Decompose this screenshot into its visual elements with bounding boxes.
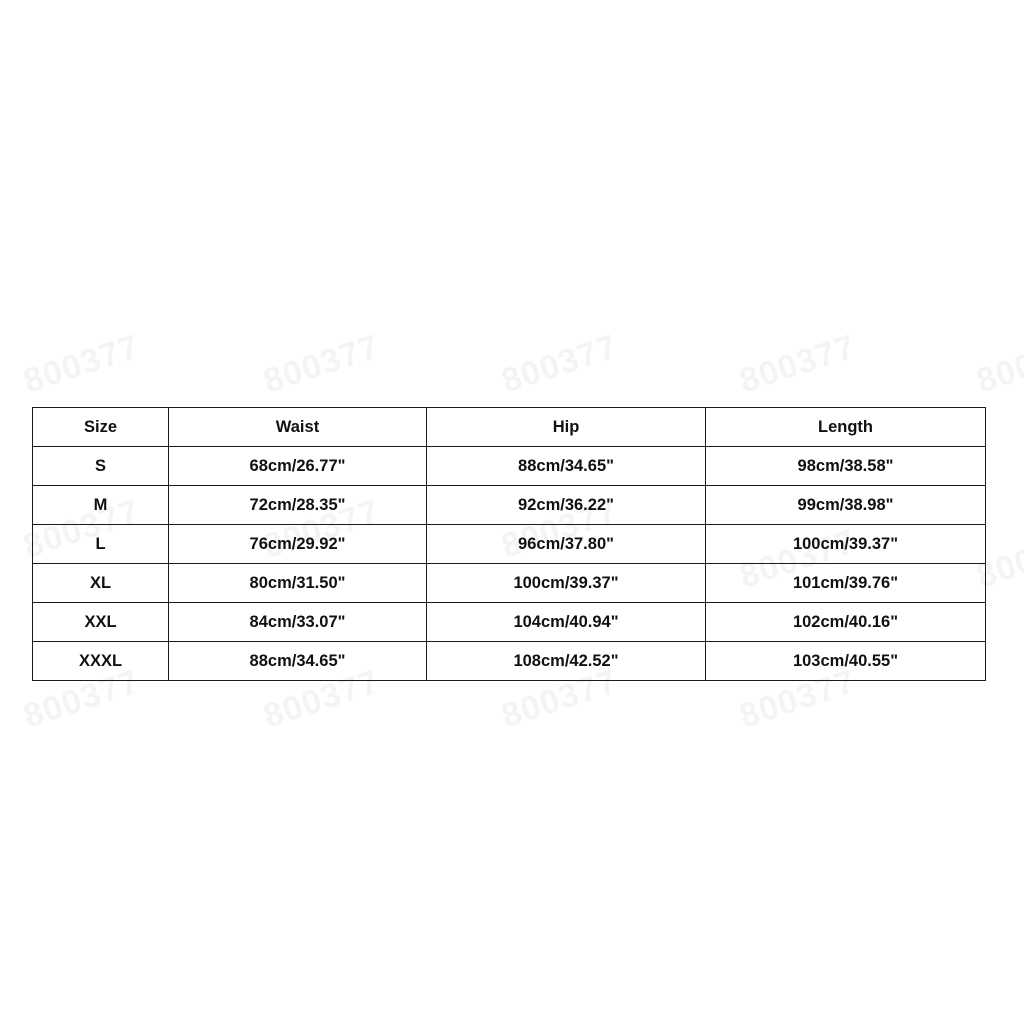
cell-size: XXXL	[33, 642, 169, 681]
header-size: Size	[33, 408, 169, 447]
cell-hip: 96cm/37.80"	[427, 525, 706, 564]
table-row	[33, 603, 986, 642]
table-row	[33, 642, 986, 681]
cell-hip: 108cm/42.52"	[427, 642, 706, 681]
cell-length: 98cm/38.58"	[706, 447, 986, 486]
cell-size: M	[33, 486, 169, 525]
watermark-text	[972, 327, 1024, 401]
cell-length: 102cm/40.16"	[706, 603, 986, 642]
header-hip: Hip	[427, 408, 706, 447]
watermark-text	[259, 327, 385, 401]
cell-size: L	[33, 525, 169, 564]
table-row	[33, 447, 986, 486]
size-chart-table	[32, 407, 986, 681]
table-row	[33, 486, 986, 525]
cell-hip: 104cm/40.94"	[427, 603, 706, 642]
cell-waist: 68cm/26.77"	[169, 447, 427, 486]
table-row	[33, 564, 986, 603]
watermark-text	[497, 327, 623, 401]
cell-waist: 88cm/34.65"	[169, 642, 427, 681]
cell-length: 99cm/38.98"	[706, 486, 986, 525]
watermark-text	[735, 327, 861, 401]
table-row	[33, 525, 986, 564]
cell-length: 100cm/39.37"	[706, 525, 986, 564]
cell-hip: 100cm/39.37"	[427, 564, 706, 603]
cell-length: 103cm/40.55"	[706, 642, 986, 681]
cell-waist: 72cm/28.35"	[169, 486, 427, 525]
cell-waist: 76cm/29.92"	[169, 525, 427, 564]
cell-size: XXL	[33, 603, 169, 642]
cell-length: 101cm/39.76"	[706, 564, 986, 603]
header-waist: Waist	[169, 408, 427, 447]
cell-hip: 92cm/36.22"	[427, 486, 706, 525]
cell-waist: 84cm/33.07"	[169, 603, 427, 642]
header-length: Length	[706, 408, 986, 447]
watermark-text	[19, 327, 145, 401]
table-header-row	[33, 408, 986, 447]
cell-hip: 88cm/34.65"	[427, 447, 706, 486]
cell-size: XL	[33, 564, 169, 603]
cell-size: S	[33, 447, 169, 486]
cell-waist: 80cm/31.50"	[169, 564, 427, 603]
